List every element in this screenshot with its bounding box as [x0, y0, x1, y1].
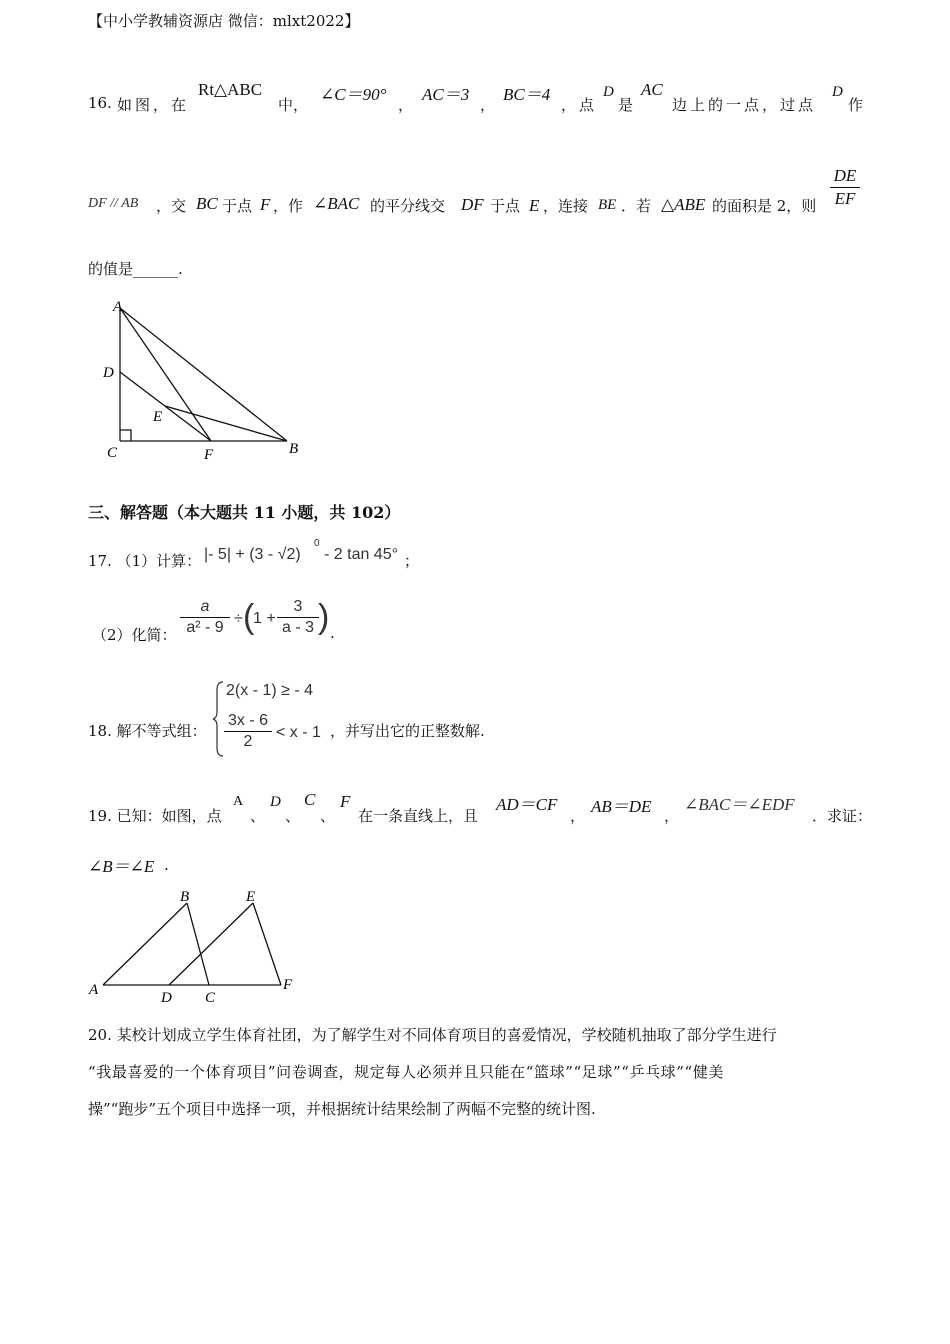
q16-text: 于点 — [490, 197, 521, 215]
q16-bc: BC — [196, 194, 218, 213]
q18-fraction — [224, 712, 272, 751]
q16-text: ．若 — [621, 197, 652, 215]
q19-fig-label-d: D — [161, 990, 172, 1006]
q16-text: ，作 — [273, 197, 304, 215]
q17-expression: |- 5| + (3 - √2) — [204, 546, 301, 563]
q16-text: 的面积是 2，则 — [712, 197, 817, 215]
q17-f1-numerator: a — [200, 598, 210, 615]
q18-inequality-1: 2(x - 1) ≥ - 4 — [226, 682, 314, 699]
q16-fig-label-f: F — [204, 447, 214, 463]
q16-fig-label-c: C — [107, 445, 118, 461]
q19-ad-equals-cf: AD＝CF — [496, 795, 558, 814]
q18-instruction: ，并写出它的正整数解. — [330, 722, 485, 740]
q16-fraction-de-ef — [830, 166, 860, 209]
q19-separator: 、 — [320, 807, 336, 825]
q20-line-3: 操”“跑步”五个项目中选择一项，并根据统计结果绘制了两幅不完整的统计图. — [88, 1100, 596, 1118]
page-header: 【中小学教辅资源店 微信：mlxt2022】 — [88, 12, 360, 30]
q16-comma: ， — [398, 96, 414, 114]
q16-text: 边上的一点，过点 — [672, 96, 817, 114]
q19-fig-label-e: E — [246, 889, 256, 905]
q16-fig-label-e: E — [153, 409, 163, 425]
q17-period: . — [330, 624, 335, 642]
q16-fig-label-a: A — [113, 299, 123, 315]
q16-ac: AC＝3 — [422, 85, 470, 104]
q16-df-parallel-ab: DF // AB — [88, 196, 139, 211]
q19-fig-label-b: B — [180, 889, 190, 905]
q17-part1-label: 17. （1）计算： — [88, 552, 202, 570]
q16-text: 如图，在 — [117, 96, 190, 114]
q18-fraction-denominator: 2 — [243, 733, 253, 750]
q16-text: 是 — [618, 96, 634, 114]
q16-point-f: F — [260, 195, 271, 214]
q16-angle-c: ∠C＝90° — [320, 85, 387, 104]
q16-text: 中， — [278, 96, 309, 114]
q16-be: BE — [598, 197, 617, 213]
q16-number: 16. — [88, 94, 112, 112]
q19-fig-label-f: F — [283, 977, 293, 993]
q16-ac-label: AC — [641, 80, 663, 99]
q16-text: ，交 — [156, 197, 187, 215]
q16-fraction-denominator: EF — [834, 189, 856, 208]
q19-separator: 、 — [285, 807, 301, 825]
q17-fraction-a — [180, 598, 230, 637]
q16-bc: BC＝4 — [503, 85, 551, 104]
q17-semicolon: ； — [404, 552, 420, 570]
q17-exponent: 0 — [314, 538, 320, 549]
q19-separator: 、 — [250, 807, 266, 825]
q19-text: 在一条直线上，且 — [358, 807, 479, 825]
q16-angle-bac: ∠BAC — [313, 194, 360, 213]
q19-to-prove: ∠B＝∠E — [88, 857, 155, 876]
q16-fig-label-b: B — [289, 441, 299, 457]
q17-f2-denominator: a - 3 — [281, 619, 314, 636]
q19-point-d: D — [270, 794, 281, 810]
q19-period: . — [164, 856, 169, 874]
q17-one-plus: 1 + — [253, 610, 276, 627]
q17-paren-left: ( — [243, 598, 255, 636]
q19-figure — [85, 880, 305, 1010]
q17-f2-numerator: 3 — [293, 598, 303, 615]
q16-df: DF — [461, 195, 484, 214]
q16-point-d: D — [603, 84, 614, 100]
q19-point-c: C — [304, 790, 316, 809]
q16-comma: ， — [480, 96, 496, 114]
q20-line-1: 20. 某校计划成立学生体育社团，为了解学生对不同体育项目的喜爱情况，学校随机抽取了部分学生进行 — [88, 1026, 777, 1044]
q19-comma: ， — [664, 807, 680, 825]
q17-expression-tan: - 2 tan 45° — [324, 546, 398, 563]
q19-angle-equality: ∠BAC＝∠EDF — [684, 795, 795, 814]
q16-text: 于点 — [222, 197, 253, 215]
q19-text: 19. 已知：如图，点 — [88, 807, 222, 825]
q16-fraction-numerator: DE — [833, 166, 857, 185]
q19-fig-label-c: C — [205, 990, 216, 1006]
q17-fraction-3 — [277, 598, 319, 637]
q16-text: 的平分线交 — [370, 197, 446, 215]
q16-point-e: E — [529, 196, 540, 215]
q16-triangle: Rt△ABC — [198, 80, 263, 99]
q16-text: ，连接 — [543, 197, 589, 215]
q16-figure — [95, 290, 315, 470]
q19-point-a: A — [233, 794, 244, 809]
q16-text: ，点 — [561, 96, 598, 114]
q19-comma: ， — [570, 807, 586, 825]
q16-fig-label-d: D — [103, 365, 114, 381]
q18-fraction-numerator: 3x - 6 — [227, 712, 268, 729]
section-3-title: 三、解答题（本大题共 11 小题，共 102） — [88, 503, 401, 522]
q19-prove-label: ．求证： — [812, 807, 873, 825]
q16-point-d: D — [832, 84, 843, 100]
q18-label: 18. 解不等式组： — [88, 722, 207, 740]
q16-triangle-abe: △ABE — [661, 195, 706, 214]
q17-f1-denominator: a² - 9 — [186, 619, 224, 636]
q17-divide-sign: ÷ — [234, 610, 243, 627]
q19-ab-equals-de: AB＝DE — [591, 797, 652, 816]
q19-point-f: F — [340, 792, 351, 811]
q17-paren-right: ) — [318, 598, 330, 636]
q16-text: 作 — [848, 96, 864, 114]
q17-part2-label: （2）化简： — [92, 626, 177, 644]
q16-answer-blank: 的值是______. — [88, 260, 183, 278]
q19-fig-label-a: A — [89, 982, 99, 998]
q18-inequality-2: < x - 1 — [276, 724, 321, 741]
q20-line-2: “我最喜爱的一个体育项目”问卷调查，规定每人必须并且只能在“篮球”“足球”“乒乓球”“健美 — [88, 1063, 725, 1081]
